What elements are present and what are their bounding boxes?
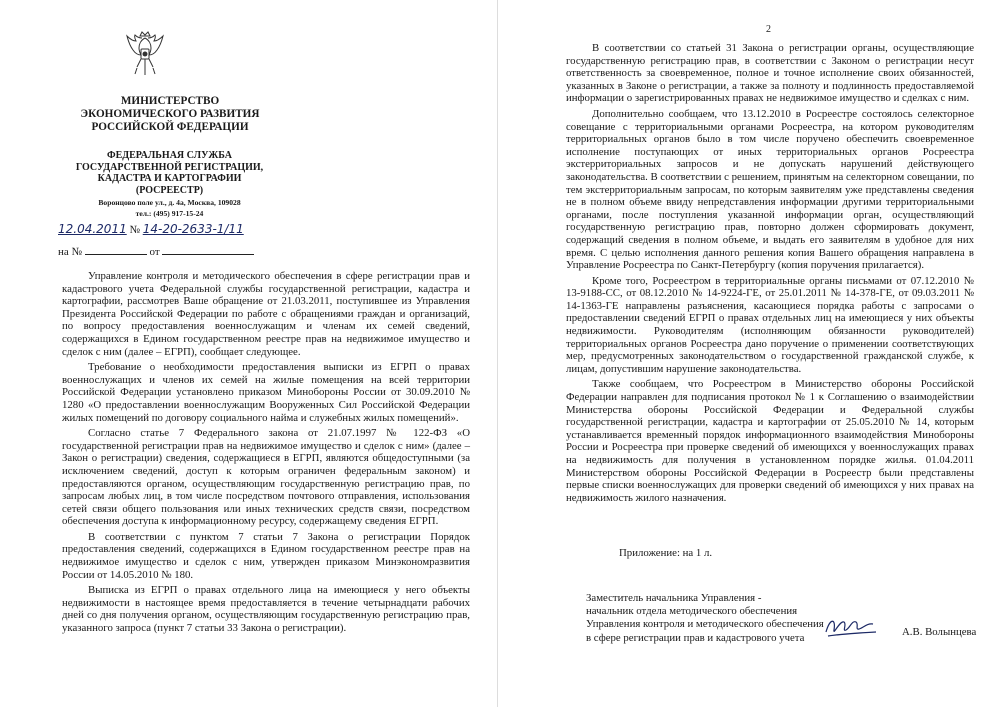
- ref-from-label: от: [149, 246, 160, 258]
- attachment-note: Приложение: на 1 л.: [619, 547, 713, 559]
- ministry-line: МИНИСТЕРСТВО: [120, 95, 220, 107]
- signature-title-line: Управления контроля и методического обеспечения: [586, 618, 824, 631]
- ministry-line: РОССИЙСКОЙ ФЕДЕРАЦИИ: [91, 121, 249, 133]
- ref-number-blank: [85, 245, 147, 255]
- paragraph: Кроме того, Росреестром в территориальные органы письмами от 07.12.2010 № 13-9188-СС, от 08.12.2010 № 14-9224-ГЕ, от 25.01.2011 № 14-378-ГЕ, от 09.03.2011 № 14-1363-ГЕ направлены разъяснения, касающиеся порядка работы с запросами о предоставлении сведений ЕГРП о правах отдельных лиц на имеющиеся у них объекты недвижимости. Руководителям (исполняющим обязанности руководителей) территориальных органов Росреестра дано поручение о применении соответствующих мер, предусмотренных законодательством о государственной гражданской службе, к лицам, допустившим нарушение законодательства.: [566, 274, 974, 375]
- service-line: (РОСРЕЕСТР): [135, 184, 204, 196]
- paragraph: В соответствии со статьей 31 Закона о регистрации органы, осуществляющие государственную регистрацию прав, в соответствии с Законом о регистрации несут ответственность за своевременное, полное и точное исполнение своих обязанностей, указанных в Законе о регистрации, а также за полноту и подлинность предоставляемой информации о зарегистрированных правах не недвижимое имущество и сделках с ним.: [566, 42, 974, 105]
- address-line: Воронцово поле ул., д. 4а, Москва, 109028: [98, 198, 241, 207]
- coat-of-arms-icon: [124, 28, 166, 80]
- ministry-line: ЭКОНОМИЧЕСКОГО РАЗВИТИЯ: [80, 108, 260, 120]
- paragraph: Согласно статье 7 Федерального закона от 21.07.1997 № 122-ФЗ «О государственной регистрации прав на недвижимое имущество и сделок с ним» (далее – Закон о регистрации) сведения, содержащиеся в ЕГРП, являются общедоступными (за исключением сведений, доступ к которым ограничен федеральным законом) и предоставляются органом, осуществляющим государственную регистрацию прав, по запросам любых лиц, в том числе посредством почтового отправления, использования сетей связи общего пользования или иных технических средств связи, посредством обеспечения доступа к информационному ресурсу, содержащему сведения ЕГРП.: [62, 427, 470, 528]
- paragraph: Дополнительно сообщаем, что 13.12.2010 в Росреестре состоялось селекторное совещание с территориальными органами Росреестра, на котором руководителям территориальных органов было в том числе поручено обеспечить своевременное исполнение поступающих от иных территориальных органов Росреестра экстерриториальных запросов и не допускать нарушений действующего законодательства. В соответствии с решением, принятым на селекторном совещании, по тем экстерриториальным запросам, по которым заявителям уже представлены сведения не в полном объеме ввиду непредставления информации другими территориальными органами, после поступления указанной информации орган, осуществляющий государственную регистрацию прав, повторно должен сформировать документ, содержащий сведения в полном объеме, и выдать его заявителям в удобное для них время. С целью исполнения данного решения копия Вашего обращения направлена в Управление Росреестра по Санкт-Петербургу (копия поручения прилагается).: [566, 107, 974, 272]
- signatory-name: А.В. Волынцева: [902, 626, 977, 638]
- signature-title-line: начальник отдела методического обеспечения: [586, 605, 798, 618]
- letter-body-page-1: [62, 270, 470, 635]
- phone-line: тел.: (495) 917-15-24: [135, 209, 204, 218]
- signature-title: [586, 592, 824, 645]
- service-line: ГОСУДАРСТВЕННОЙ РЕГИСТРАЦИИ,: [75, 161, 264, 173]
- paragraph: Управление контроля и методического обеспечения в сфере регистрации прав и кадастрового учета Федеральной службы государственной регистрации, кадастра и картографии, рассмотрев Ваше обращение от 21.03.2011, поступившее из Управления Президента Российской Федерации по работе с обращениями граждан и организаций, по вопросу предоставления военнослужащим и членам их семей сведений, содержащихся в Едином государственном реестре прав на недвижимое имущество и сделок с ним (далее – ЕГРП), сообщает следующее.: [62, 270, 470, 358]
- paragraph: Также сообщаем, что Росреестром в Министерство обороны Российской Федерации направлен для подписания протокол № 1 к Соглашению о взаимодействии Министерства обороны Российской Федерации и Федеральной службы государственной регистрации, кадастра и картографии от 25.05.2010 № 14, которым устанавливается временный порядок информационного взаимодействия Минобороны России и Росреестра при проверке сведений об имеющихся у военнослужащих правах на недвижимость для получения в установленном порядке жилья. 01.04.2011 Министерством обороны Российской Федерации в Росреестр были представлены первые списки военнослужащих для проверки сведений об имеющихся у них правах на недвижимость жилого назначения.: [566, 378, 974, 504]
- service-header: [62, 150, 277, 196]
- letter-page-1: [0, 0, 498, 707]
- reference-line: [58, 245, 254, 258]
- ref-date-blank: [162, 245, 254, 255]
- paragraph: Требование о необходимости предоставления выписки из ЕГРП о правах военнослужащих и членов их семей на жилые помещения на всей территории Российской Федерации установлено приказом Минобороны России от 30.09.2010 № 1280 «О предоставлении военнослужащим Вооруженных Сил Российской Федерации жилых помещений по договору социального найма и служебных жилых помещений».: [62, 361, 470, 424]
- ref-label: на №: [58, 246, 83, 258]
- registration-line: [58, 222, 244, 236]
- service-line: КАДАСТРА И КАРТОГРАФИИ: [97, 173, 242, 184]
- service-line: ФЕДЕРАЛЬНАЯ СЛУЖБА: [107, 150, 232, 161]
- signature-title-line: в сфере регистрации прав и кадастрового учета: [586, 631, 805, 644]
- paragraph: Выписка из ЕГРП о правах отдельного лица на имеющиеся у него объекты недвижимости в настоящее время предоставляется в течение четырнадцати рабочих дней со дня получения органом, осуществляющим государственную регистрацию прав, указанного запроса (пункт 7 статьи 33 Закона о регистрации).: [62, 584, 470, 635]
- date-handwritten: 12.04.2011: [58, 222, 127, 236]
- letter-body-page-2: [566, 42, 974, 504]
- number-handwritten: 14-20-2633-1/11: [142, 222, 244, 236]
- ministry-header: [80, 95, 260, 134]
- paragraph: В соответствии с пунктом 7 статьи 7 Закона о регистрации Порядок предоставления сведений, содержащихся в Едином государственном реестре прав на недвижимое имущество и сделок с ним, утвержден приказом Минэкономразвития России от 14.05.2010 № 180.: [62, 530, 470, 581]
- sender-address: [62, 197, 277, 219]
- number-label: №: [129, 224, 140, 236]
- signature-title-line: Заместитель начальника Управления -: [586, 592, 762, 604]
- handwritten-signature: [822, 614, 882, 640]
- page-number: 2: [766, 24, 771, 35]
